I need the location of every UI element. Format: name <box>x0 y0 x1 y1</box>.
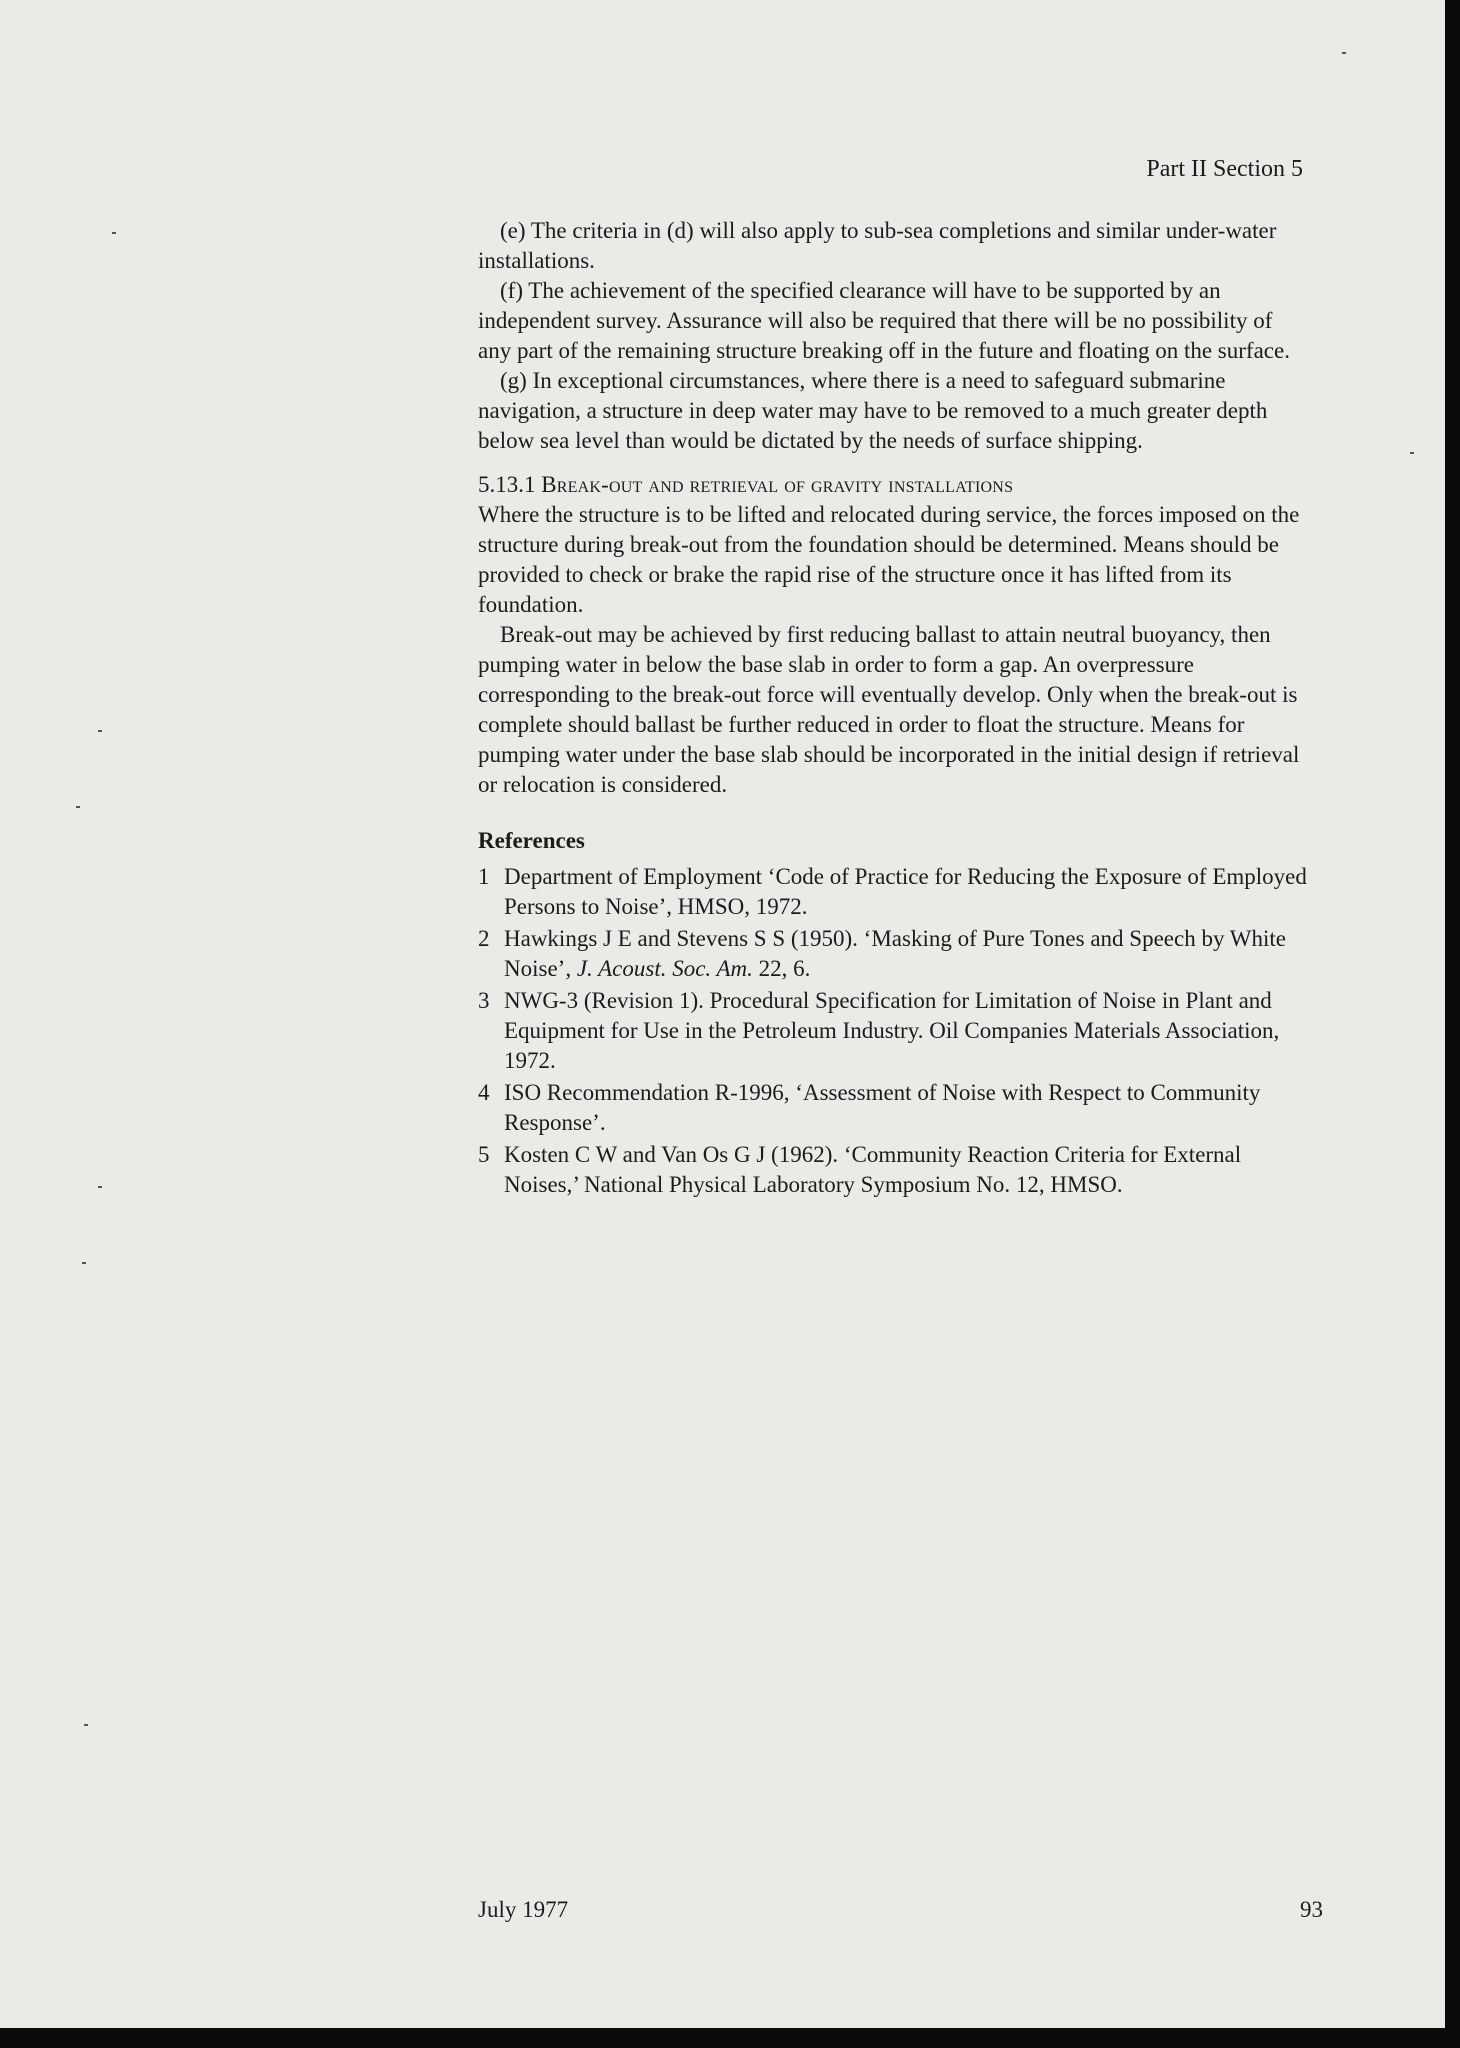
reference-text <box>504 924 1310 984</box>
journal-name: J. Acoust. Soc. Am. <box>576 956 753 981</box>
scan-speck <box>1410 452 1414 454</box>
section-title: Break-out and retrieval of gravity installations <box>541 472 1014 497</box>
reference-number: 3 <box>478 988 490 1013</box>
references-heading: References <box>478 828 585 853</box>
reference-text-part: 22, 6. <box>752 956 811 981</box>
reference-number: 1 <box>478 864 490 889</box>
reference-text: Department of Employment ‘Code of Practice for Reducing the Exposure of Employed Persons to Noise’, HMSO, 1972. <box>504 864 1307 919</box>
footer-date: July 1977 <box>478 1897 569 1922</box>
scan-speck <box>76 806 80 808</box>
reference-item <box>478 924 1310 984</box>
scan-speck <box>98 1186 102 1188</box>
reference-text: Kosten C W and Van Os G J (1962). ‘Community Reaction Criteria for External Noises,’ National Physical Laboratory Symposium No. 12, HMSO. <box>504 1142 1242 1197</box>
running-header: Part II Section 5 <box>1146 156 1303 182</box>
section-number: 5.13.1 <box>478 472 536 497</box>
reference-text-part: Hawkings J E and Stevens S S (1950). ‘Masking of Pure Tones and Speech by White Noise’, <box>504 926 1286 981</box>
section-paragraph-1: Where the structure is to be lifted and relocated during service, the forces imposed on the structure during break-out from the foundation should be determined. Means should be provided to check or brake the rapid rise of the structure once it has lifted from its foundation. <box>478 502 1300 617</box>
paragraph-e: (e) The criteria in (d) will also apply to sub-sea completions and similar under-water installations. <box>478 218 1277 273</box>
scan-speck <box>82 1262 86 1264</box>
reference-number: 5 <box>478 1142 490 1167</box>
section-paragraph-2: Break-out may be achieved by first reducing ballast to attain neutral buoyancy, then pumping water in below the base slab in order to form a gap. An overpressure corresponding to the break-out force will eventually develop. Only when the break-out is complete should ballast be further reduced in order to float the structure. Means for pumping water under the base slab should be incorporated in the initial design if retrieval or relocation is considered. <box>478 622 1300 797</box>
scan-speck <box>98 730 102 732</box>
body-text <box>478 216 1310 1202</box>
reference-item <box>478 862 1310 922</box>
paragraph-g: (g) In exceptional circumstances, where there is a need to safeguard submarine navigation, a structure in deep water may have to be removed to a much greater depth below sea level than would be dictated by the needs of surface shipping. <box>478 368 1268 453</box>
reference-number: 4 <box>478 1080 490 1105</box>
reference-item <box>478 986 1310 1076</box>
section-heading <box>478 470 1310 500</box>
scan-speck <box>1342 52 1346 54</box>
scan-speck <box>112 232 116 234</box>
reference-number: 2 <box>478 926 490 951</box>
scan-speck <box>84 1724 88 1726</box>
reference-item <box>478 1140 1310 1200</box>
page-number: 93 <box>1300 1897 1323 1922</box>
paragraph-f: (f) The achievement of the specified clearance will have to be supported by an independent survey. Assurance will also be required that there will be no possibility of any part of the remaining structure breaking off in the future and floating on the surface. <box>478 278 1290 363</box>
reference-item <box>478 1078 1310 1138</box>
reference-text: NWG-3 (Revision 1). Procedural Specification for Limitation of Noise in Plant and Equipment for Use in the Petroleum Industry. Oil Companies Materials Association, 1972. <box>504 988 1280 1073</box>
reference-text: ISO Recommendation R-1996, ‘Assessment of Noise with Respect to Community Response’. <box>504 1080 1261 1135</box>
